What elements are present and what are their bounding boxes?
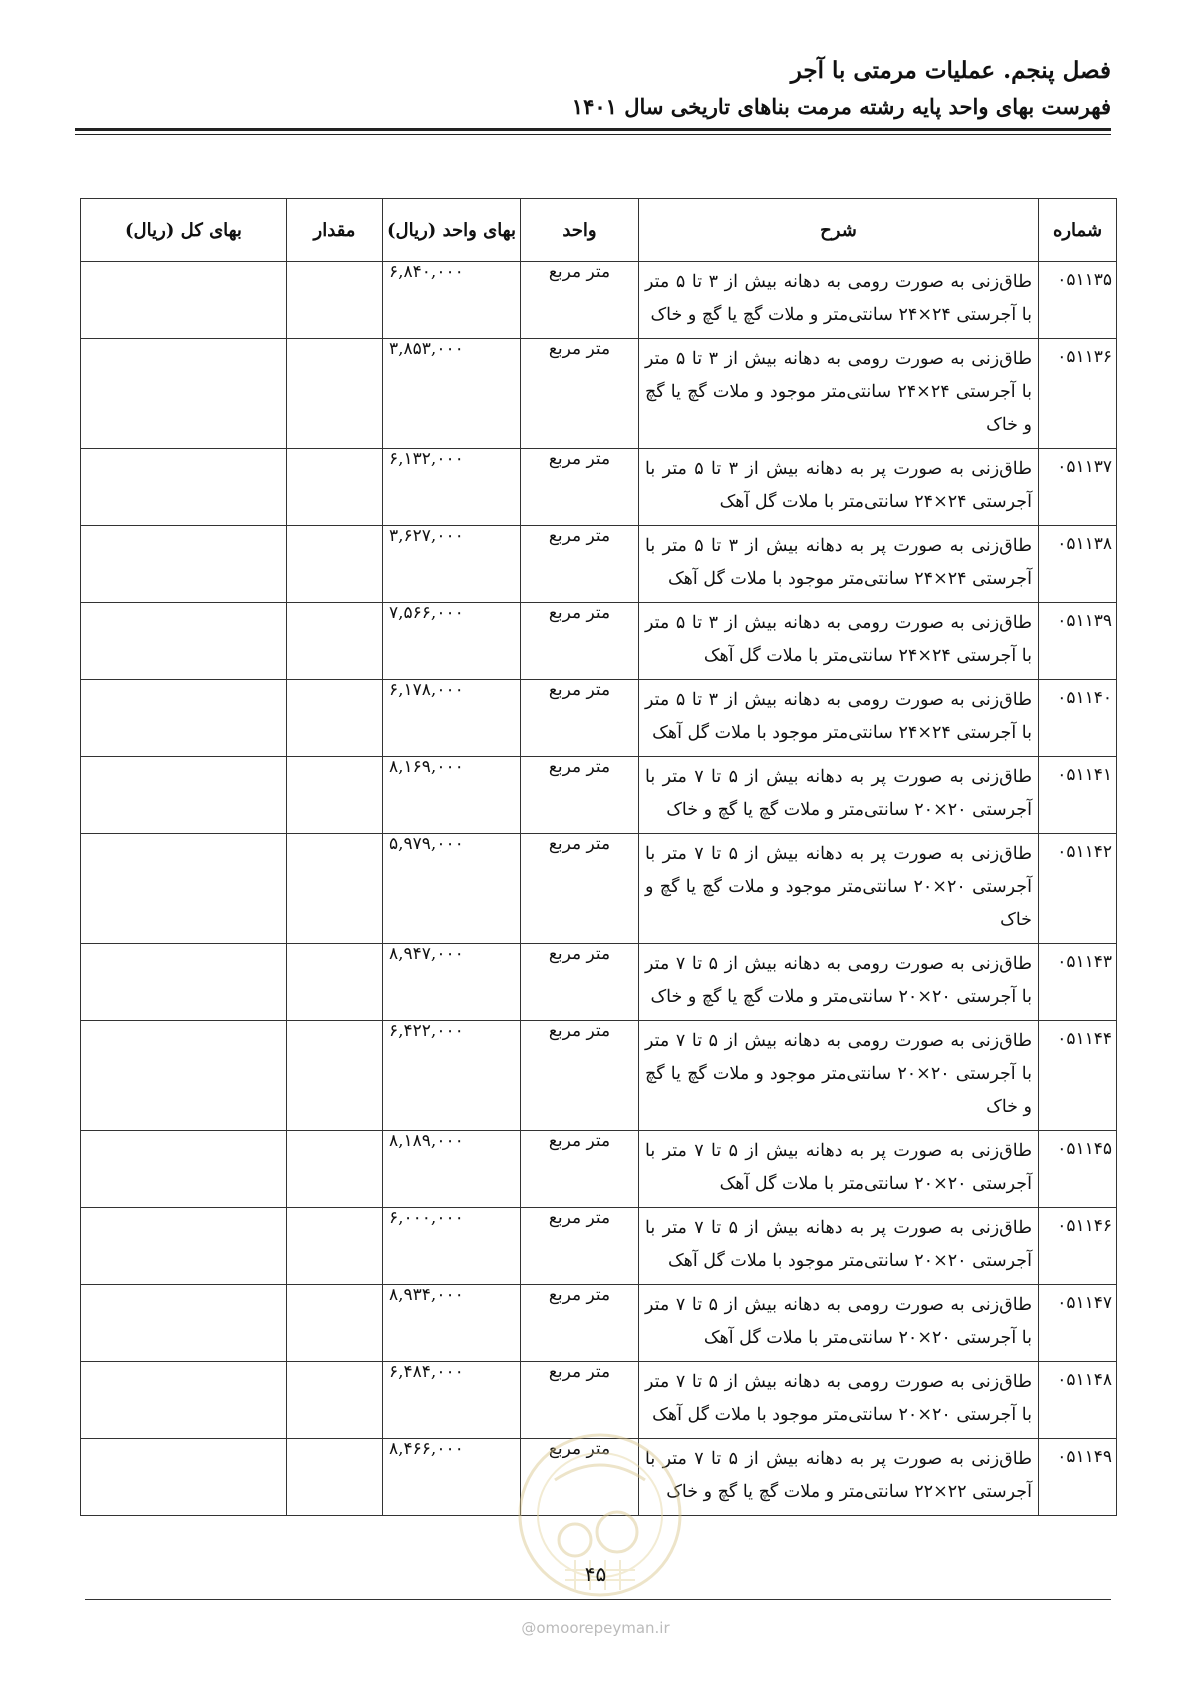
item-code: ۰۵۱۱۴۰ (1039, 680, 1117, 757)
item-total-price (81, 262, 287, 339)
table-row (81, 526, 1117, 603)
item-description: طاق‌زنی به صورت رومی به دهانه بیش از ۳ تا ۵ متر با آجرستی ۲۴×۲۴ سانتی‌متر موجود و ملات گچ یا گچ و خاک (639, 339, 1039, 449)
item-quantity (287, 1285, 383, 1362)
item-unit: متر مربع (521, 1208, 639, 1285)
item-description: طاق‌زنی به صورت رومی به دهانه بیش از ۳ تا ۵ متر با آجرستی ۲۴×۲۴ سانتی‌متر و ملات گچ یا گچ و خاک (639, 262, 1039, 339)
item-description: طاق‌زنی به صورت رومی به دهانه بیش از ۳ تا ۵ متر با آجرستی ۲۴×۲۴ سانتی‌متر با ملات گل آهک (639, 603, 1039, 680)
item-description: طاق‌زنی به صورت پر به دهانه بیش از ۵ تا ۷ متر با آجرستی ۲۰×۲۰ سانتی‌متر موجود و ملات گچ یا گچ و خاک (639, 834, 1039, 944)
footer-rule (85, 1599, 1111, 1600)
item-unit: متر مربع (521, 1285, 639, 1362)
column-header-unit: واحد (521, 199, 639, 262)
table-row (81, 449, 1117, 526)
item-quantity (287, 526, 383, 603)
item-description: طاق‌زنی به صورت رومی به دهانه بیش از ۵ تا ۷ متر با آجرستی ۲۰×۲۰ سانتی‌متر و ملات گچ یا گچ و خاک (639, 944, 1039, 1021)
item-description: طاق‌زنی به صورت رومی به دهانه بیش از ۵ تا ۷ متر با آجرستی ۲۰×۲۰ سانتی‌متر با ملات گل آهک (639, 1285, 1039, 1362)
header-rule-thick (75, 128, 1111, 131)
item-unit: متر مربع (521, 1362, 639, 1439)
item-quantity (287, 1208, 383, 1285)
item-total-price (81, 603, 287, 680)
item-total-price (81, 834, 287, 944)
item-total-price (81, 339, 287, 449)
item-quantity (287, 834, 383, 944)
item-quantity (287, 1131, 383, 1208)
item-quantity (287, 262, 383, 339)
item-unit-price: ۸,۴۶۶,۰۰۰ (383, 1439, 521, 1516)
item-code: ۰۵۱۱۴۳ (1039, 944, 1117, 1021)
column-header-code: شماره (1039, 199, 1117, 262)
item-quantity (287, 1439, 383, 1516)
item-description: طاق‌زنی به صورت پر به دهانه بیش از ۵ تا ۷ متر با آجرستی ۲۲×۲۲ سانتی‌متر و ملات گچ یا گچ و خاک (639, 1439, 1039, 1516)
item-description: طاق‌زنی به صورت پر به دهانه بیش از ۳ تا ۵ متر با آجرستی ۲۴×۲۴ سانتی‌متر با ملات گل آهک (639, 449, 1039, 526)
item-description: طاق‌زنی به صورت رومی به دهانه بیش از ۵ تا ۷ متر با آجرستی ۲۰×۲۰ سانتی‌متر موجود با ملات گل آهک (639, 1362, 1039, 1439)
item-unit: متر مربع (521, 834, 639, 944)
item-quantity (287, 449, 383, 526)
item-code: ۰۵۱۱۴۴ (1039, 1021, 1117, 1131)
page-header (75, 52, 1111, 124)
table-row (81, 757, 1117, 834)
item-code: ۰۵۱۱۳۵ (1039, 262, 1117, 339)
item-total-price (81, 680, 287, 757)
column-header-quantity: مقدار (287, 199, 383, 262)
table-row (81, 1131, 1117, 1208)
item-total-price (81, 1021, 287, 1131)
item-quantity (287, 603, 383, 680)
item-total-price (81, 1208, 287, 1285)
item-code: ۰۵۱۱۴۲ (1039, 834, 1117, 944)
item-quantity (287, 680, 383, 757)
item-unit-price: ۶,۱۳۲,۰۰۰ (383, 449, 521, 526)
table-row (81, 1208, 1117, 1285)
item-unit-price: ۶,۴۲۲,۰۰۰ (383, 1021, 521, 1131)
item-unit-price: ۶,۴۸۴,۰۰۰ (383, 1362, 521, 1439)
item-code: ۰۵۱۱۳۷ (1039, 449, 1117, 526)
item-total-price (81, 757, 287, 834)
item-unit: متر مربع (521, 449, 639, 526)
item-unit-price: ۳,۶۲۷,۰۰۰ (383, 526, 521, 603)
item-total-price (81, 944, 287, 1021)
item-description: طاق‌زنی به صورت پر به دهانه بیش از ۵ تا ۷ متر با آجرستی ۲۰×۲۰ سانتی‌متر با ملات گل آهک (639, 1131, 1039, 1208)
item-unit-price: ۳,۸۵۳,۰۰۰ (383, 339, 521, 449)
item-unit: متر مربع (521, 526, 639, 603)
item-code: ۰۵۱۱۳۶ (1039, 339, 1117, 449)
item-total-price (81, 1285, 287, 1362)
table-row (81, 1285, 1117, 1362)
item-code: ۰۵۱۱۴۱ (1039, 757, 1117, 834)
item-unit-price: ۸,۹۳۴,۰۰۰ (383, 1285, 521, 1362)
table-header-row (81, 199, 1117, 262)
item-total-price (81, 1439, 287, 1516)
item-description: طاق‌زنی به صورت پر به دهانه بیش از ۳ تا ۵ متر با آجرستی ۲۴×۲۴ سانتی‌متر موجود با ملات گل آهک (639, 526, 1039, 603)
item-unit: متر مربع (521, 680, 639, 757)
item-unit-price: ۸,۱۶۹,۰۰۰ (383, 757, 521, 834)
item-description: طاق‌زنی به صورت رومی به دهانه بیش از ۵ تا ۷ متر با آجرستی ۲۰×۲۰ سانتی‌متر موجود و ملات گچ یا گچ و خاک (639, 1021, 1039, 1131)
page-number: ۴۵ (584, 1562, 607, 1586)
item-unit: متر مربع (521, 1439, 639, 1516)
item-total-price (81, 449, 287, 526)
item-unit: متر مربع (521, 757, 639, 834)
item-code: ۰۵۱۱۴۹ (1039, 1439, 1117, 1516)
table-row (81, 1021, 1117, 1131)
item-quantity (287, 944, 383, 1021)
price-list-title: فهرست بهای واحد پایه رشته مرمت بناهای تاریخی سال ۱۴۰۱ (571, 94, 1111, 119)
item-code: ۰۵۱۱۴۷ (1039, 1285, 1117, 1362)
item-quantity (287, 339, 383, 449)
item-unit-price: ۶,۱۷۸,۰۰۰ (383, 680, 521, 757)
item-unit-price: ۸,۹۴۷,۰۰۰ (383, 944, 521, 1021)
table-row (81, 834, 1117, 944)
item-unit-price: ۸,۱۸۹,۰۰۰ (383, 1131, 521, 1208)
item-unit-price: ۶,۸۴۰,۰۰۰ (383, 262, 521, 339)
header-rule-thin (75, 134, 1111, 135)
table-row (81, 680, 1117, 757)
column-header-unit-price: بهای واحد (ریال) (383, 199, 521, 262)
column-header-total-price: بهای کل (ریال) (81, 199, 287, 262)
item-unit: متر مربع (521, 944, 639, 1021)
table-row (81, 603, 1117, 680)
item-unit-price: ۶,۰۰۰,۰۰۰ (383, 1208, 521, 1285)
item-total-price (81, 526, 287, 603)
chapter-title: فصل پنجم. عملیات مرمتی با آجر (790, 57, 1111, 84)
item-unit-price: ۵,۹۷۹,۰۰۰ (383, 834, 521, 944)
item-code: ۰۵۱۱۴۵ (1039, 1131, 1117, 1208)
item-quantity (287, 1021, 383, 1131)
item-unit: متر مربع (521, 1131, 639, 1208)
table-row (81, 944, 1117, 1021)
item-description: طاق‌زنی به صورت پر به دهانه بیش از ۵ تا ۷ متر با آجرستی ۲۰×۲۰ سانتی‌متر و ملات گچ یا گچ و خاک (639, 757, 1039, 834)
item-description: طاق‌زنی به صورت پر به دهانه بیش از ۵ تا ۷ متر با آجرستی ۲۰×۲۰ سانتی‌متر موجود با ملات گل آهک (639, 1208, 1039, 1285)
table-row (81, 339, 1117, 449)
website-watermark: @omoorepeyman.ir (521, 1619, 670, 1637)
item-unit: متر مربع (521, 603, 639, 680)
price-table (80, 198, 1117, 1516)
item-code: ۰۵۱۱۴۶ (1039, 1208, 1117, 1285)
item-code: ۰۵۱۱۳۹ (1039, 603, 1117, 680)
item-unit-price: ۷,۵۶۶,۰۰۰ (383, 603, 521, 680)
item-description: طاق‌زنی به صورت رومی به دهانه بیش از ۳ تا ۵ متر با آجرستی ۲۴×۲۴ سانتی‌متر موجود با ملات گل آهک (639, 680, 1039, 757)
item-total-price (81, 1131, 287, 1208)
item-code: ۰۵۱۱۴۸ (1039, 1362, 1117, 1439)
item-code: ۰۵۱۱۳۸ (1039, 526, 1117, 603)
item-unit: متر مربع (521, 1021, 639, 1131)
item-unit: متر مربع (521, 339, 639, 449)
item-quantity (287, 757, 383, 834)
item-quantity (287, 1362, 383, 1439)
column-header-description: شرح (639, 199, 1039, 262)
table-row (81, 262, 1117, 339)
item-unit: متر مربع (521, 262, 639, 339)
item-total-price (81, 1362, 287, 1439)
